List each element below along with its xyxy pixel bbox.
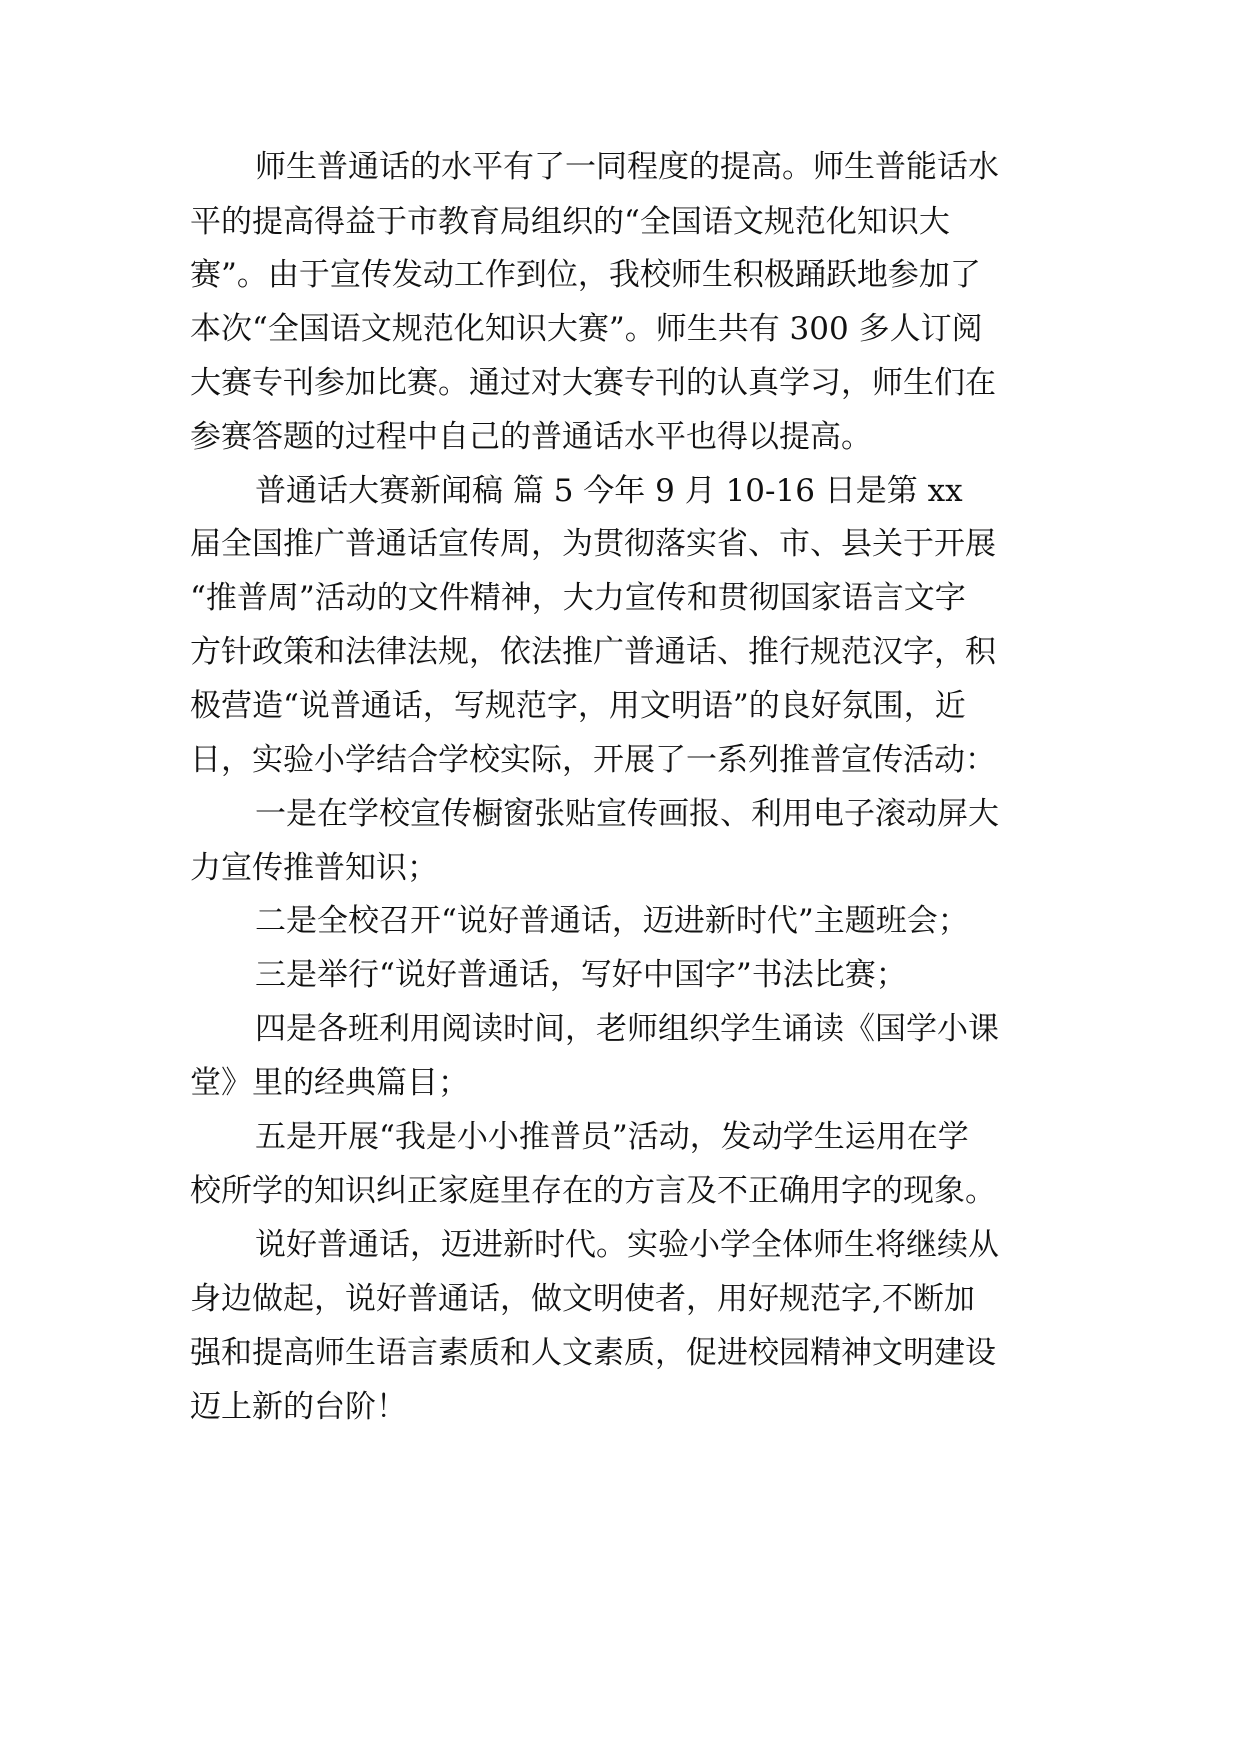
- text-line: 参赛答题的过程中自己的普通话水平也得以提高。: [190, 419, 872, 455]
- text-line: 身边做起，说好普通话，做文明使者，用好规范字,不断加: [190, 1281, 975, 1317]
- text-line: 普通话大赛新闻稿 篇 5 今年 9 月 10-16 日是第 xx: [255, 473, 963, 509]
- text-line: 一是在学校宣传橱窗张贴宣传画报、利用电子滚动屏大: [255, 796, 999, 832]
- text-line: 力宣传推普知识；: [190, 850, 438, 886]
- text-line: 师生普通话的水平有了一同程度的提高。师生普能话水: [255, 149, 999, 185]
- text-line: 平的提高得益于市教育局组织的“全国语文规范化知识大: [190, 204, 950, 240]
- text-line: 赛”。由于宣传发动工作到位，我校师生积极踊跃地参加了: [190, 257, 981, 293]
- text-line: 极营造“说普通话，写规范字，用文明语”的良好氛围，近: [190, 688, 966, 724]
- text-line: 说好普通话，迈进新时代。实验小学全体师生将继续从: [255, 1227, 999, 1263]
- text-line: 强和提高师生语言素质和人文素质，促进校园精神文明建设: [190, 1335, 996, 1371]
- text-line: 五是开展“我是小小推普员”活动，发动学生运用在学: [255, 1119, 969, 1155]
- text-line: 方针政策和法律法规，依法推广普通话、推行规范汉字，积: [190, 634, 996, 670]
- text-line: 届全国推广普通话宣传周，为贯彻落实省、市、县关于开展: [190, 526, 996, 562]
- text-line: 日，实验小学结合学校实际，开展了一系列推普宣传活动：: [190, 742, 996, 778]
- text-line: 大赛专刊参加比赛。通过对大赛专刊的认真学习，师生们在: [190, 365, 996, 401]
- text-line: 四是各班利用阅读时间，老师组织学生诵读《国学小课: [255, 1011, 999, 1047]
- text-line: 校所学的知识纠正家庭里存在的方言及不正确用字的现象。: [190, 1173, 996, 1209]
- text-line: 二是全校召开“说好普通话，迈进新时代”主题班会；: [255, 903, 969, 939]
- text-line: 三是举行“说好普通话，写好中国字”书法比赛；: [255, 957, 907, 993]
- text-line: “推普周”活动的文件精神，大力宣传和贯彻国家语言文字: [190, 580, 966, 616]
- text-line: 迈上新的台阶！: [190, 1389, 407, 1425]
- text-line: 本次“全国语文规范化知识大赛”。师生共有 300 多人订阅: [190, 311, 983, 347]
- text-line: 堂》里的经典篇目；: [190, 1065, 469, 1101]
